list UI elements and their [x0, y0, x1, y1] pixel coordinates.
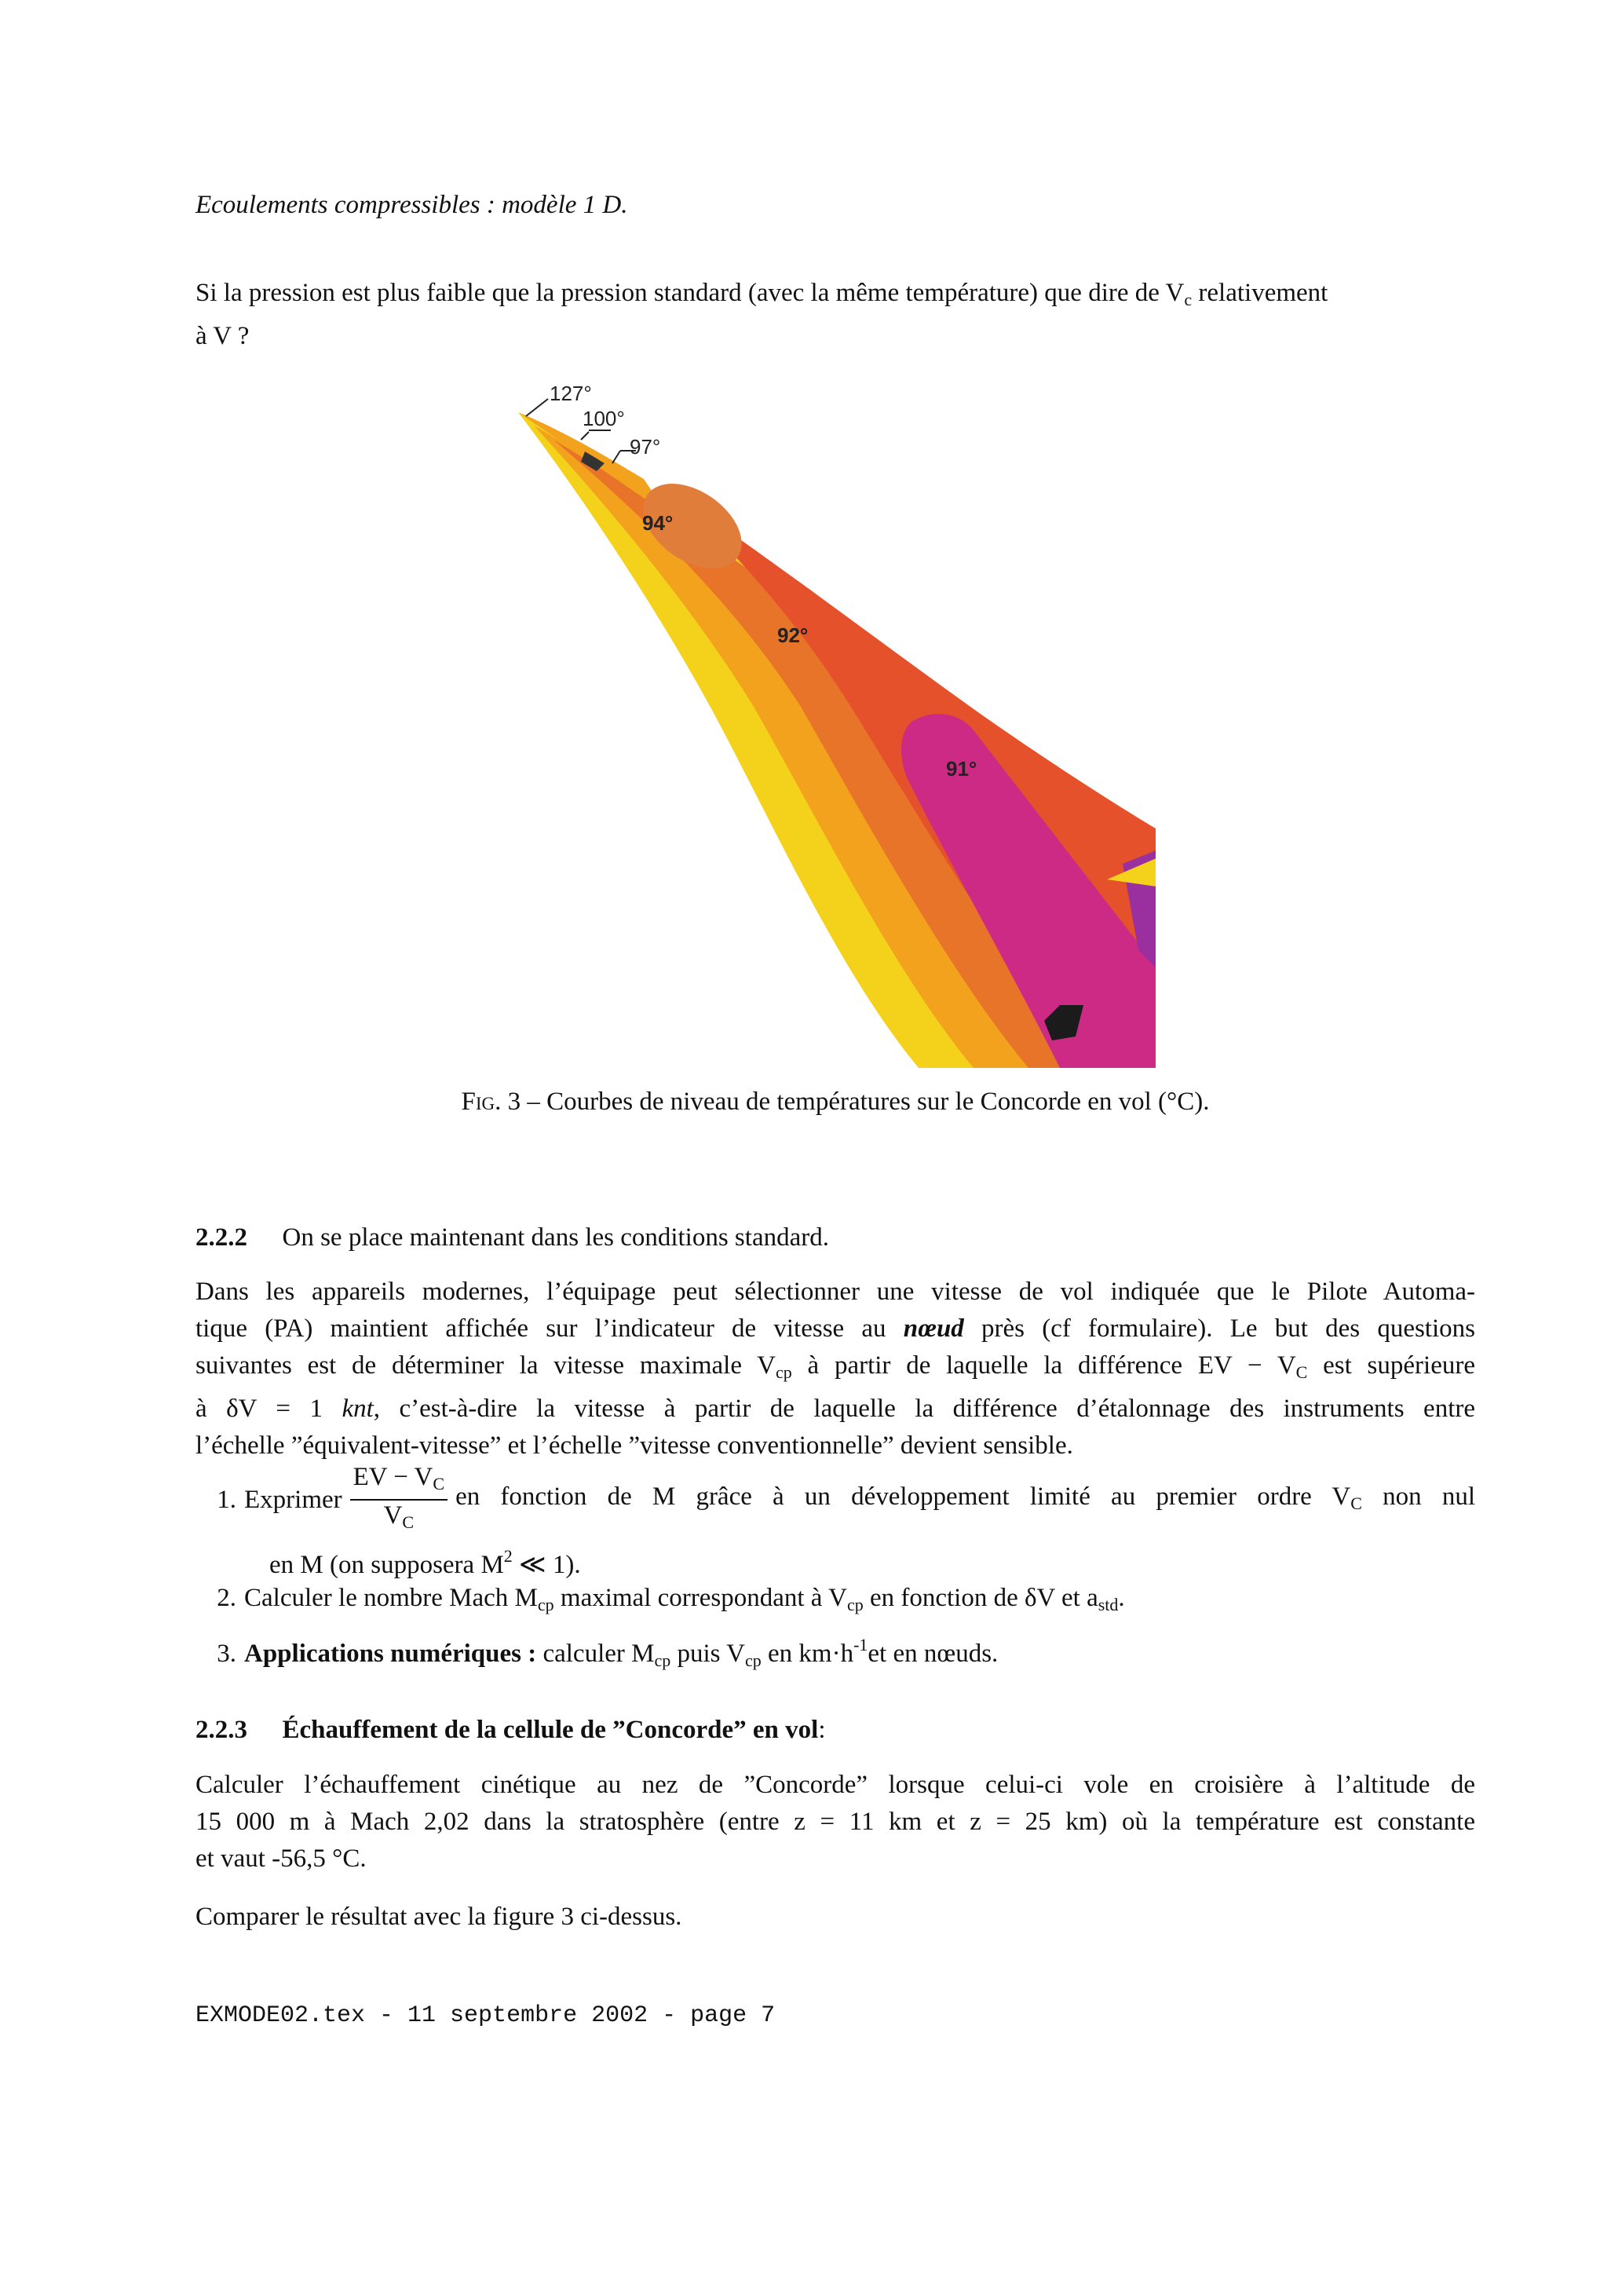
list-item-1-sub: C	[1350, 1493, 1362, 1513]
para-line-2-noeud: nœud	[903, 1314, 964, 1343]
label-127: 127°	[550, 382, 592, 405]
para-line-3c: est supérieure	[1307, 1351, 1475, 1380]
list-item-1-text-c: non nul	[1361, 1482, 1476, 1511]
list-item-3-number: 3.	[217, 1640, 236, 1668]
para-line-3b: à partir de laquelle la différence EV − V	[791, 1351, 1296, 1380]
list-item-2-text-b: maximal correspondant à V	[553, 1584, 847, 1612]
label-91: 91°	[946, 757, 977, 781]
section-223-title-suffix: :	[818, 1716, 826, 1744]
page-footer: EXMODE02.tex - 11 septembre 2002 - page 7	[195, 2002, 776, 2029]
fraction-denominator-sub: C	[402, 1512, 415, 1532]
list-item-2-sub-c: std	[1098, 1595, 1119, 1614]
list-item-2-text-d: .	[1118, 1584, 1125, 1612]
list-item-2-text-c: en fonction de δV et a	[863, 1584, 1098, 1612]
list-item-3-sub-b: cp	[745, 1651, 762, 1670]
list-item-2-text-a: Calculer le nombre Mach M	[244, 1584, 538, 1612]
question-intro-part1: Si la pression est plus faible que la pression standard (avec la même température) que dire de V	[195, 279, 1185, 307]
section-222-number: 2.2.2	[195, 1223, 247, 1252]
section-222-paragraph	[195, 1274, 1475, 1464]
list-item-1-text-a: Exprimer	[244, 1485, 342, 1514]
list-item-2	[195, 1580, 1475, 1623]
section-223-line-1: Calculer l’échauffement cinétique au nez de ”Concorde” lorsque celui-ci vole en croisière à l’altitude de	[195, 1771, 1475, 1799]
list-item-1-sup: 2	[503, 1546, 513, 1566]
para-line-4a: à δV = 1	[195, 1395, 342, 1423]
para-line-5: l’échelle ”équivalent-vitesse” et l’échelle ”vitesse conventionnelle” devient sensible.	[195, 1431, 1073, 1460]
question-intro-part2: relativement	[1192, 279, 1328, 307]
list-item-2-number: 2.	[217, 1584, 236, 1612]
concorde-temperature-figure	[510, 377, 1162, 1068]
section-222-title: On se place maintenant dans les conditions standard.	[282, 1223, 829, 1252]
list-item-3-text-a: calculer M	[536, 1640, 655, 1668]
question-intro-sub: c	[1184, 290, 1193, 309]
section-223-title: Échauffement de la cellule de ”Concorde” en vol	[282, 1716, 819, 1744]
list-item-1	[195, 1462, 1475, 1584]
fraction-ev-vc	[350, 1462, 448, 1537]
section-223-number: 2.2.3	[195, 1716, 247, 1744]
section-223-heading	[195, 1712, 1475, 1749]
fraction-numerator: EV − V	[353, 1463, 433, 1491]
label-94: 94°	[642, 511, 674, 535]
list-item-3-bold: Applications numériques :	[244, 1640, 537, 1668]
figure-caption-text: 3 – Courbes de niveau de températures sur le Concorde en vol (°C).	[501, 1088, 1210, 1116]
figure-caption-prefix: Fig.	[461, 1088, 502, 1116]
para-line-2c: près (cf formulaire). Le but des questions	[963, 1314, 1475, 1343]
question-intro	[195, 275, 1475, 355]
section-223-compare: Comparer le résultat avec la figure 3 ci-dessus.	[195, 1903, 682, 1931]
list-item-3-text-c: en km·h	[761, 1640, 854, 1668]
section-222-heading	[195, 1219, 1475, 1256]
list-item-3-sup: -1	[853, 1635, 868, 1654]
section-223-paragraph	[195, 1767, 1475, 1877]
fraction-denominator: V	[383, 1501, 403, 1530]
list-item-2-sub-b: cp	[846, 1595, 864, 1614]
para-line-3-sub2: C	[1295, 1362, 1308, 1382]
list-item-3-sub-a: cp	[654, 1651, 671, 1670]
para-line-1: Dans les appareils modernes, l’équipage peut sélectionner une vitesse de vol indiquée que le Pilote Automa-	[195, 1278, 1475, 1306]
para-line-2	[195, 1311, 1475, 1347]
list-item-3	[195, 1626, 1475, 1679]
para-line-4c: , c’est-à-dire la vitesse à partir de laquelle la différence d’étalonnage des instruments entre	[373, 1395, 1475, 1423]
para-line-3-sub: cp	[775, 1362, 792, 1382]
section-223-line-2: 15 000 m à Mach 2,02 dans la stratosphère (entre z = 11 km et z = 25 km) où la température est constante	[195, 1808, 1475, 1836]
list-item-1-text-b: en fonction de M grâce à un développement limité au premier ordre V	[455, 1482, 1351, 1511]
figure-caption	[195, 1084, 1475, 1121]
list-item-3-text-d: et en nœuds.	[868, 1640, 999, 1668]
fraction-numerator-sub: C	[433, 1474, 445, 1493]
para-line-4-knt: knt	[342, 1395, 374, 1423]
label-92: 92°	[777, 623, 809, 647]
para-line-4	[195, 1391, 1475, 1428]
para-line-3a: suivantes est de déterminer la vitesse maximale V	[195, 1351, 776, 1380]
section-223-line-3: et vaut -56,5 °C.	[195, 1844, 367, 1873]
para-line-2a: tique (PA) maintient affichée sur l’indicateur de vitesse au	[195, 1314, 904, 1343]
list-item-1-number: 1.	[217, 1485, 236, 1514]
label-100: 100°	[583, 407, 625, 430]
running-header: Ecoulements compressibles : modèle 1 D.	[195, 191, 628, 219]
label-97: 97°	[630, 435, 661, 459]
list-item-1-text-d: en M (on supposera M	[269, 1551, 504, 1579]
list-item-1-text-e: ≪ 1).	[512, 1551, 581, 1579]
para-line-3	[195, 1347, 1475, 1391]
list-item-3-text-b: puis V	[670, 1640, 745, 1668]
question-intro-line2: à V ?	[195, 322, 250, 350]
list-item-2-sub-a: cp	[537, 1595, 554, 1614]
list-item-1-line2	[195, 1537, 1475, 1584]
